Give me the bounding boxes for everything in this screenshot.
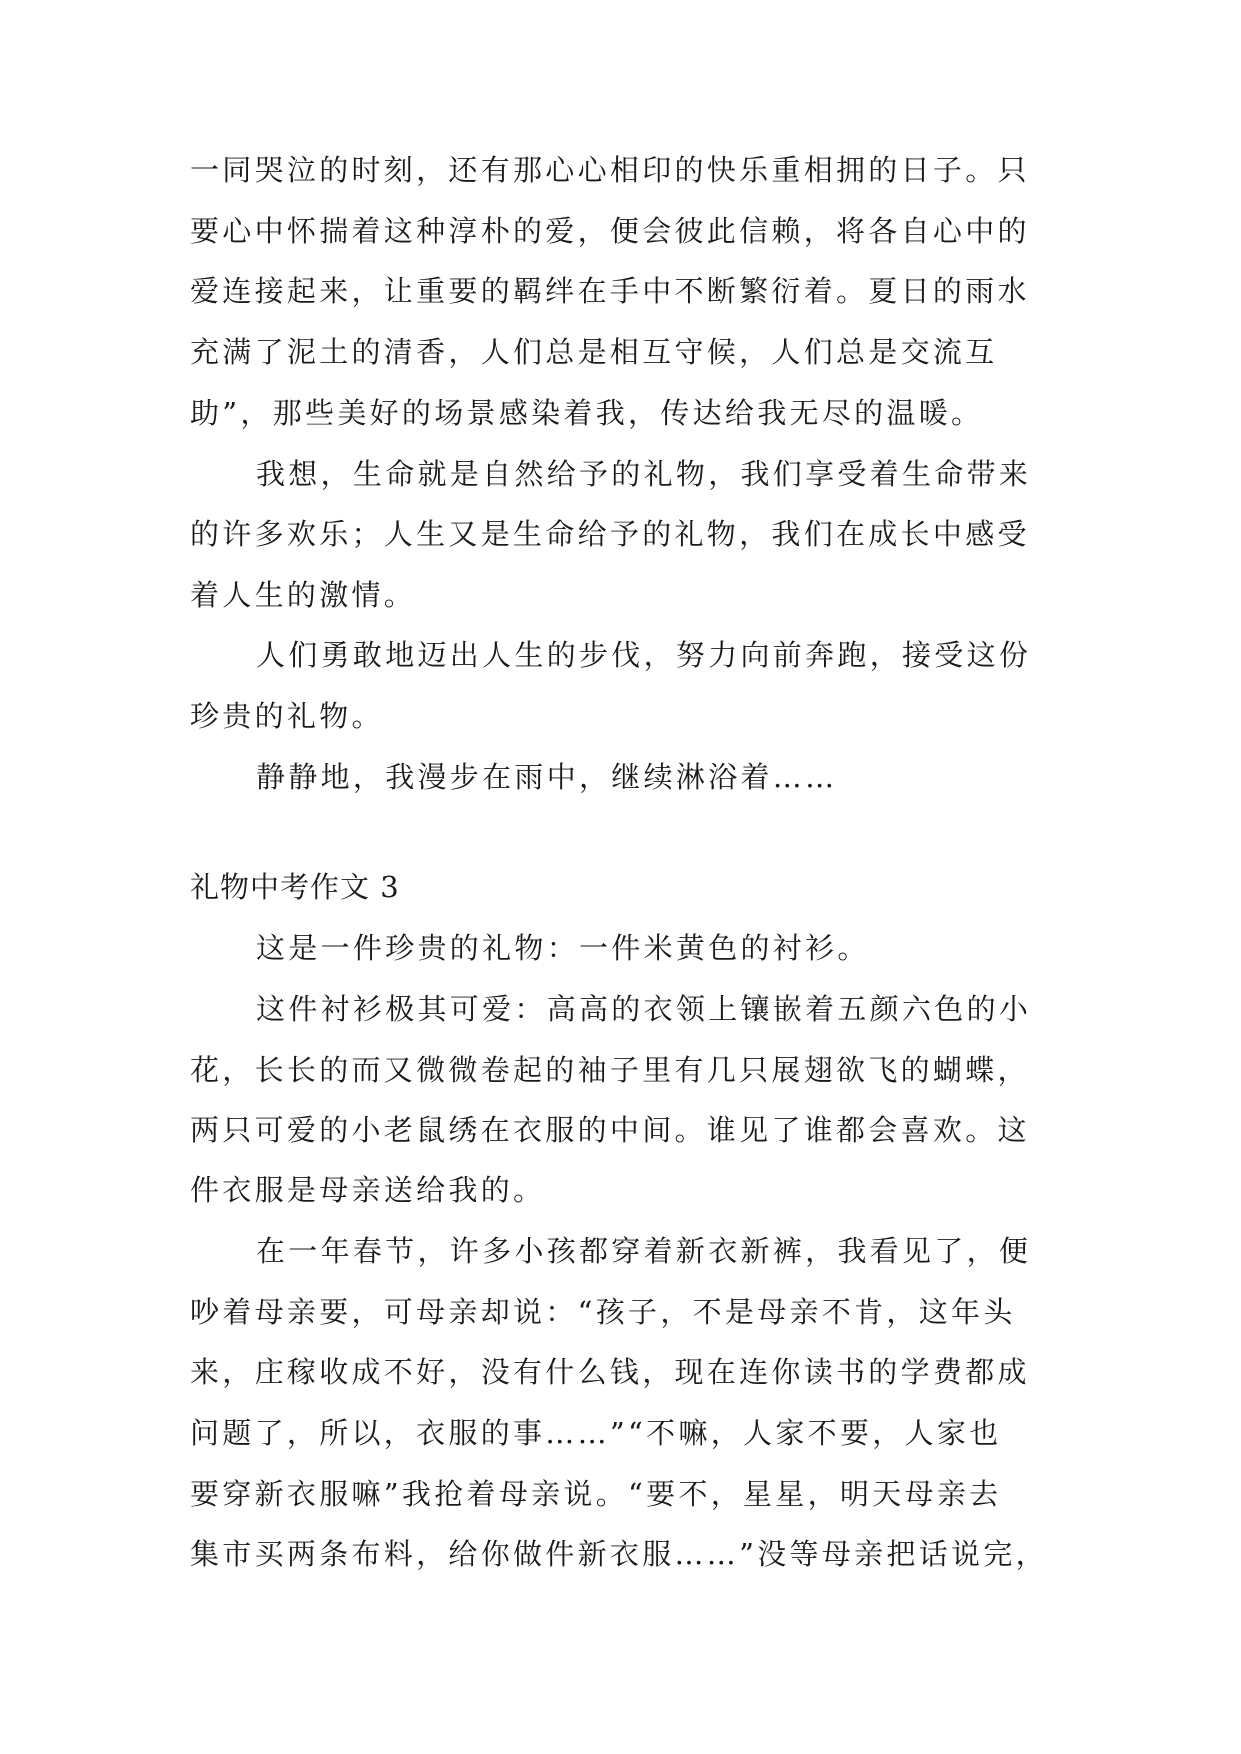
text-line: 这是一件珍贵的礼物：一件米黄色的衬衫。 xyxy=(256,931,870,965)
text-line: 件衣服是母亲送给我的。 xyxy=(190,1173,546,1207)
text-line: 充满了泥土的清香，人们总是相互守候，人们总是交流互 xyxy=(190,335,998,369)
text-line: 问题了，所以，衣服的事……”“不嘛，人家不要，人家也 xyxy=(190,1416,1002,1450)
text-line: 人们勇敢地迈出人生的步伐，努力向前奔跑，接受这份 xyxy=(256,638,1032,672)
text-line: 在一年春节，许多小孩都穿着新衣新裤，我看见了，便 xyxy=(256,1234,1032,1268)
text-line: 花，长长的而又微微卷起的袖子里有几只展翅欲飞的蝴蝶， xyxy=(190,1053,1030,1087)
text-line: 珍贵的礼物。 xyxy=(190,699,384,733)
text-line: 集市买两条布料，给你做件新衣服……”没等母亲把话说完， xyxy=(190,1537,1048,1571)
text-line: 这件衬衫极其可爱：高高的衣领上镶嵌着五颜六色的小 xyxy=(256,992,1032,1026)
text-line: 一同哭泣的时刻，还有那心心相印的快乐重相拥的日子。只 xyxy=(190,153,1030,187)
text-line: 的许多欢乐；人生又是生命给予的礼物，我们在成长中感受 xyxy=(190,517,1030,551)
text-line: 吵着母亲要，可母亲却说：“孩子，不是母亲不肯，这年头 xyxy=(190,1295,1016,1329)
text-line: 静静地，我漫步在雨中，继续淋浴着…… xyxy=(256,760,838,794)
text-line: 爱连接起来，让重要的羁绊在手中不断繁衍着。夏日的雨水 xyxy=(190,274,1030,308)
text-line: 助”，那些美好的场景感染着我，传达给我无尽的温暖。 xyxy=(190,396,984,430)
text-line: 要穿新衣服嘛”我抢着母亲说。“要不，星星，明天母亲去 xyxy=(190,1477,1002,1511)
text-line: 来，庄稼收成不好，没有什么钱，现在连你读书的学费都成 xyxy=(190,1355,1030,1389)
text-line: 两只可爱的小老鼠绣在衣服的中间。谁见了谁都会喜欢。这 xyxy=(190,1113,1030,1147)
text-line: 要心中怀揣着这种淳朴的爱，便会彼此信赖，将各自心中的 xyxy=(190,214,1030,248)
section-heading: 礼物中考作文 3 xyxy=(190,870,400,904)
text-line: 着人生的激情。 xyxy=(190,578,417,612)
text-line: 我想，生命就是自然给予的礼物，我们享受着生命带来 xyxy=(256,457,1032,491)
